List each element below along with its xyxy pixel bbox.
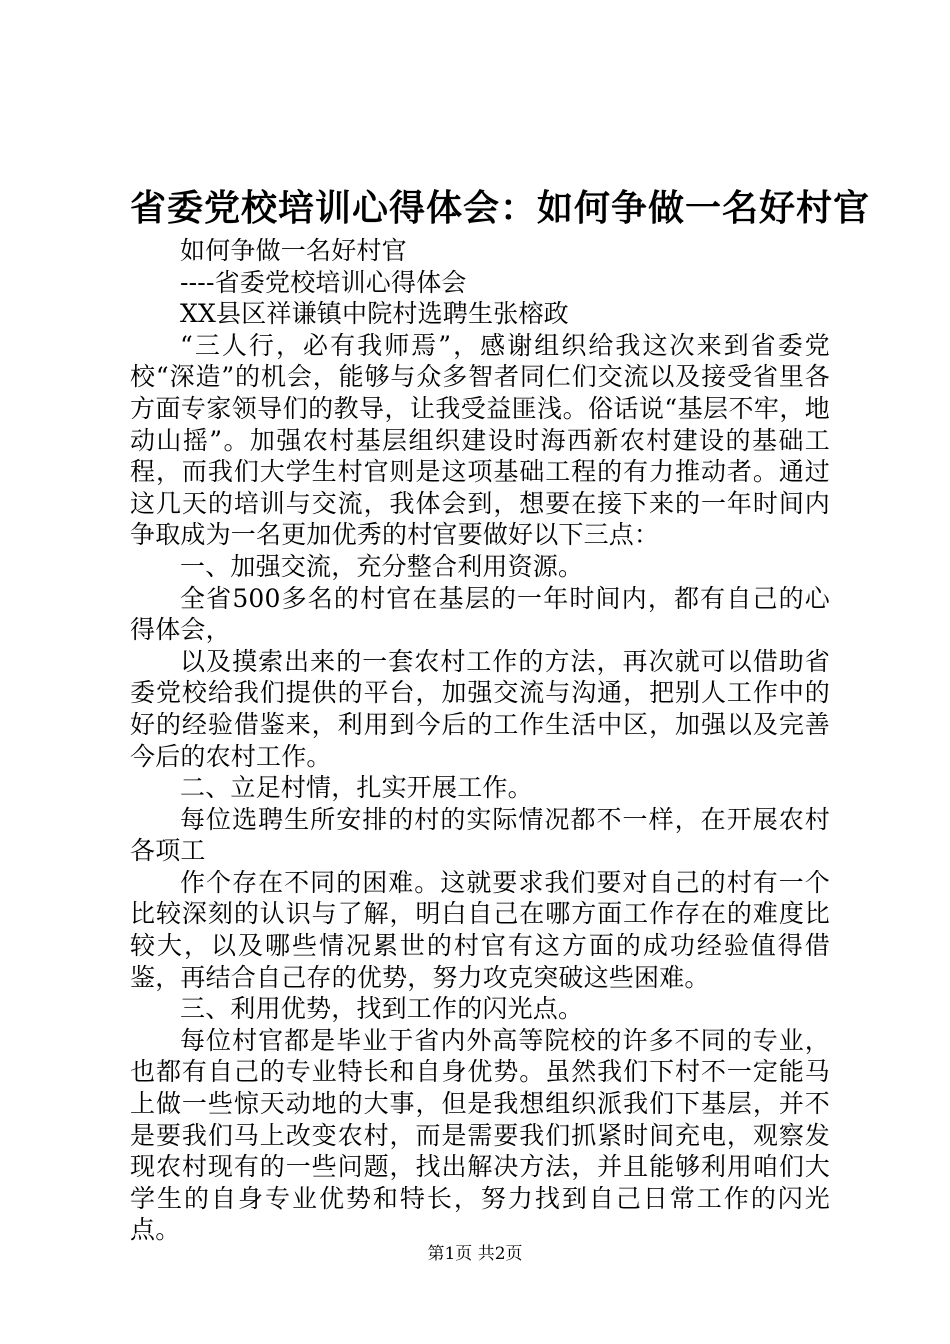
intro-paragraph: “三人行，必有我师焉”，感谢组织给我这次来到省委党校“深造”的机会，能够与众多智者同仁们交流以及接受省里各方面专家领导们的教导，让我受益匪浅。俗话说“基层不牢，地动山摇”。加强农村基层组织建设时海西新农村建设的基础工程，而我们大学生村官则是这项基础工程的有力推动者。通过这几天的培训与交流，我体会到，想要在接下来的一年时间内争取成为一名更加优秀的村官要做好以下三点： xyxy=(130,330,830,550)
subtitle-line: 如何争做一名好村官 xyxy=(180,236,407,265)
section-3-paragraph: 每位村官都是毕业于省内外高等院校的许多不同的专业，也都有自己的专业特长和自身优势。虽然我们下村不一定能马上做一些惊天动地的大事，但是我想组织派我们下基层，并不是要我们马上改变农村，而是需要我们抓紧时间充电，观察发现农村现有的一些问题，找出解决方法，并且能够利用咱们大学生的自身专业优势和特长，努力找到自己日常工作的闪光点。 xyxy=(130,1025,830,1245)
section-1-paragraph-b: 以及摸索出来的一套农村工作的方法，再次就可以借助省委党校给我们提供的平台，加强交流与沟通，把别人工作中的好的经验借鉴来，利用到今后的工作生活中区，加强以及完善今后的农村工作。 xyxy=(130,646,830,771)
section-heading-2: 二、立足村情，扎实开展工作。 xyxy=(180,773,533,803)
document-title: 省委党校培训心得体会：如何争做一名好村官 xyxy=(130,187,871,229)
section-heading-3: 三、利用优势，找到工作的闪光点。 xyxy=(180,994,584,1024)
subtitle-source-line: ----省委党校培训心得体会 xyxy=(180,267,467,297)
section-2-paragraph-a: 每位选聘生所安排的村的实际情况都不一样，在开展农村各项工 xyxy=(130,804,830,866)
section-heading-1: 一、加强交流，充分整合利用资源。 xyxy=(180,551,584,581)
author-line: XX县区祥谦镇中院村选聘生张榕政 xyxy=(180,299,569,329)
section-1-paragraph-a: 全省500多名的村官在基层的一年时间内，都有自己的心得体会， xyxy=(130,583,830,645)
section-2-paragraph-b: 作个存在不同的困难。这就要求我们要对自己的村有一个比较深刻的认识与了解，明白自己在哪方面工作存在的难度比较大，以及哪些情况累世的村官有这方面的成功经验值得借鉴，再结合自己存的优势，努力攻克突破这些困难。 xyxy=(130,867,830,992)
page-footer: 第1页 共2页 xyxy=(427,1244,523,1264)
document-body xyxy=(130,235,830,1246)
